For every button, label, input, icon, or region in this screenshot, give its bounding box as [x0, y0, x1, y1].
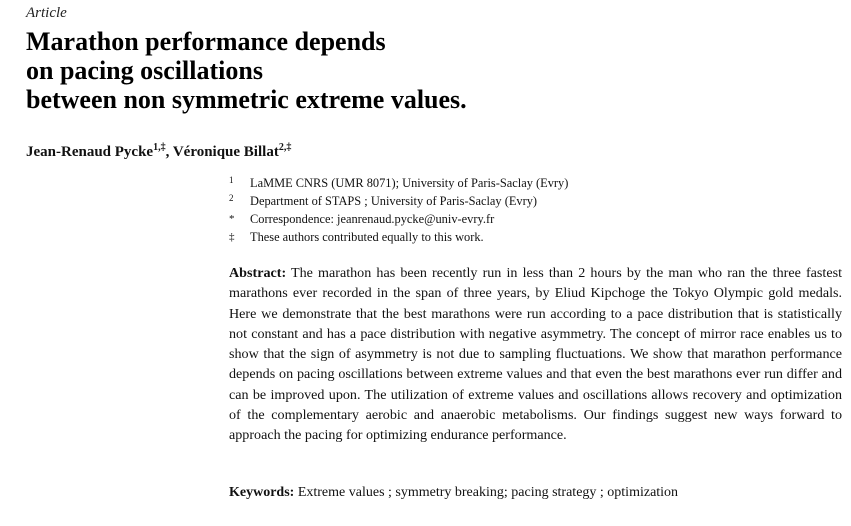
abstract [229, 263, 842, 446]
affiliation-item [229, 192, 568, 210]
author-separator: , [165, 144, 173, 160]
affiliation-mark: 1 [229, 175, 234, 185]
title-line: between non symmetric extreme values. [26, 85, 467, 114]
article-type-label: Article [26, 5, 67, 21]
author-list [26, 142, 291, 161]
abstract-text: The marathon has been recently run in less than 2 hours by the man who ran the three fastest marathons ever recorded in the span of three years, by Eliud Kipchoge the Tokyo Olympic gold medals. Here we demonstrate that the best marathons were run according to a pace distribution that is statistically not constant and has a pace distribution with negative asymmetry. The concept of mirror race enables us to show that the sign of asymmetry is not due to sampling fluctuations. We show that marathon performance depends on pacing oscillations between extreme values and that even the best marathons ever run differ and can be improved upon. The utilization of extreme values and oscillations allows recovery and optimization of the complementary aerobic and anaerobic metabolisms. Our findings suggest new ways forward to approach the pacing for optimizing endurance performance. [229, 265, 842, 444]
affiliation-mark: * [229, 213, 235, 225]
title-line: Marathon performance depends [26, 27, 386, 56]
title-line: on pacing oscillations [26, 56, 263, 85]
correspondence-item [229, 210, 568, 228]
keywords-label: Keywords: [229, 485, 295, 500]
author-affiliation-marks: 1,‡ [153, 142, 166, 153]
abstract-label: Abstract: [229, 265, 287, 281]
affiliation-item [229, 174, 568, 192]
affiliation-mark: ‡ [229, 231, 235, 243]
author-name: Jean-Renaud Pycke [26, 144, 154, 160]
correspondence-text: Correspondence: jeanrenaud.pycke@univ-evry.fr [250, 212, 495, 226]
affiliation-text: LaMME CNRS (UMR 8071); University of Paris-Saclay (Evry) [250, 176, 569, 190]
keywords-text: Extreme values ; symmetry breaking; pacing strategy ; optimization [297, 485, 679, 500]
equal-contribution-text: These authors contributed equally to this work. [250, 230, 484, 244]
author-name: Véronique Billat [172, 144, 279, 160]
affiliation-list [229, 174, 568, 246]
paper-title [26, 27, 467, 114]
affiliation-mark: 2 [229, 193, 234, 203]
author-affiliation-marks: 2,‡ [278, 142, 292, 153]
keywords [229, 485, 678, 501]
equal-contribution-note [229, 228, 568, 246]
affiliation-text: Department of STAPS ; University of Paris-Saclay (Evry) [250, 194, 538, 208]
